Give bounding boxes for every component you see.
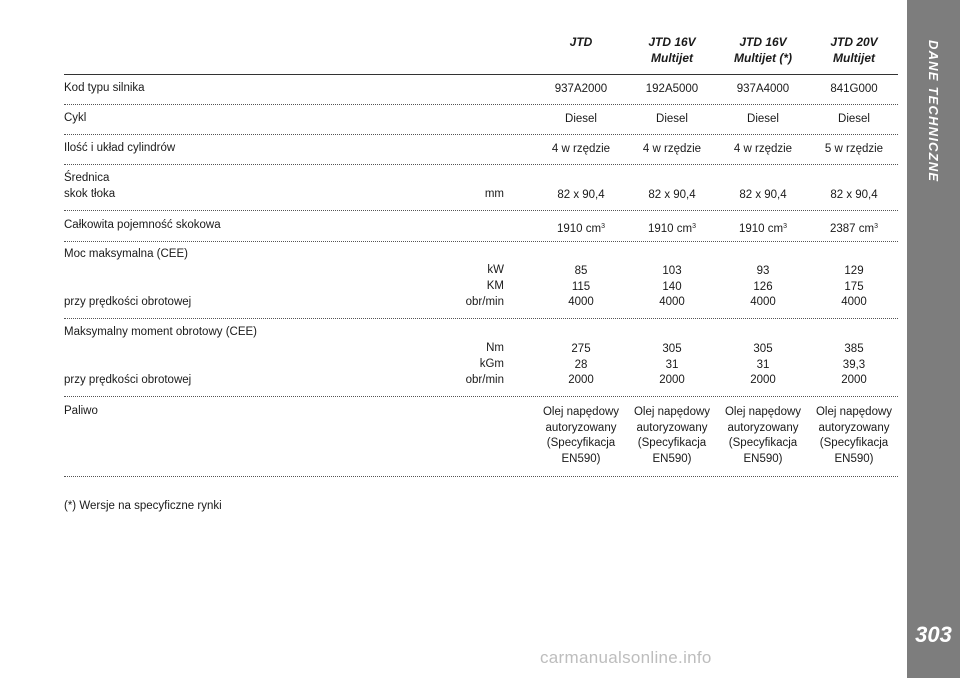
- table-cell: Diesel: [565, 113, 597, 125]
- row-label-stroke: skok tłoka: [64, 188, 116, 200]
- table-cell: 82 x 90,4: [739, 189, 787, 201]
- row-label-power: Moc maksymalna (CEE): [64, 248, 188, 260]
- row-sublabel-rpm: przy prędkości obrotowej: [64, 296, 192, 308]
- table-cell: 4 w rzędzie: [642, 143, 702, 155]
- table-cell: 93 126 4000: [750, 265, 776, 308]
- row-label-bore: Średnica: [64, 172, 110, 184]
- table-cell: 841G000: [830, 83, 878, 95]
- row-label-cycle: Cykl: [64, 112, 87, 124]
- unit-label: kGm: [479, 358, 504, 370]
- watermark: carmanualsonline.info: [540, 648, 712, 667]
- row-label-cylinders: Ilość i układ cylindrów: [64, 142, 176, 154]
- table-cell: Diesel: [656, 113, 688, 125]
- column-header-jtd16v-star: JTD 16V Multijet (*): [734, 35, 792, 65]
- row-divider: [64, 104, 898, 105]
- table-cell: Diesel: [747, 113, 779, 125]
- table-cell: 937A2000: [554, 83, 608, 95]
- table-cell: 937A4000: [736, 83, 790, 95]
- page-number: 303: [915, 622, 952, 647]
- row-label-displacement: Całkowita pojemność skokowa: [64, 219, 221, 231]
- table-cell: 1910 $cm^3$: [738, 223, 787, 235]
- column-header-jtd16v: JTD 16V Multijet: [648, 35, 696, 65]
- row-divider: [64, 210, 898, 211]
- table-cell: 305 31 2000: [659, 343, 685, 386]
- table-cell: 385 39,3 2000: [841, 343, 867, 386]
- table-cell: 82 x 90,4: [830, 189, 878, 201]
- table-cell: Olej napędowy autoryzowany (Specyfikacja EN590): [815, 406, 893, 465]
- table-cell: Olej napędowy autoryzowany (Specyfikacja EN590): [633, 406, 711, 465]
- table-cell: 1910 $cm^3$: [556, 223, 605, 235]
- row-label-engine-code: Kod typu silnika: [64, 82, 145, 94]
- row-divider: [64, 134, 898, 135]
- row-divider: [64, 241, 898, 242]
- table-cell: 82 x 90,4: [648, 189, 696, 201]
- column-header-jtd: JTD: [569, 35, 593, 49]
- row-sublabel-rpm: przy prędkości obrotowej: [64, 374, 192, 386]
- row-divider: [64, 396, 898, 397]
- table-cell: Olej napędowy autoryzowany (Specyfikacja EN590): [724, 406, 802, 465]
- row-label-fuel: Paliwo: [64, 405, 98, 417]
- unit-label: Nm: [486, 342, 504, 354]
- table-cell: Olej napędowy autoryzowany (Specyfikacja EN590): [542, 406, 620, 465]
- table-cell: Diesel: [838, 113, 870, 125]
- unit-label: KM: [486, 280, 504, 292]
- unit-label: obr/min: [465, 296, 504, 308]
- row-divider: [64, 318, 898, 319]
- table-cell: 4 w rzędzie: [551, 143, 611, 155]
- table-cell: 82 x 90,4: [557, 189, 605, 201]
- table-cell: 129 175 4000: [841, 265, 867, 308]
- unit-label: mm: [484, 188, 504, 200]
- row-label-torque: Maksymalny moment obrotowy (CEE): [64, 326, 257, 338]
- table-cell: 305 31 2000: [750, 343, 776, 386]
- table-cell: 2387 $cm^3$: [829, 223, 878, 235]
- column-header-jtd20v: JTD 20V Multijet: [830, 35, 878, 65]
- row-divider: [64, 476, 898, 477]
- header-rule: [64, 74, 898, 75]
- table-cell: 192A5000: [645, 83, 699, 95]
- table-cell: 275 28 2000: [568, 343, 594, 386]
- chapter-title: DANE TECHNICZNE: [926, 40, 941, 183]
- unit-label: kW: [487, 264, 504, 276]
- table-cell: 1910 $cm^3$: [647, 223, 696, 235]
- table-cell: 4 w rzędzie: [733, 143, 793, 155]
- row-divider: [64, 164, 898, 165]
- table-cell: 103 140 4000: [659, 265, 685, 308]
- unit-label: obr/min: [465, 374, 504, 386]
- table-cell: 85 115 4000: [568, 265, 594, 308]
- chapter-sidebar: [907, 0, 960, 678]
- footnote: (*) Wersje na specyficzne rynki: [64, 500, 222, 512]
- table-cell: 5 w rzędzie: [824, 143, 884, 155]
